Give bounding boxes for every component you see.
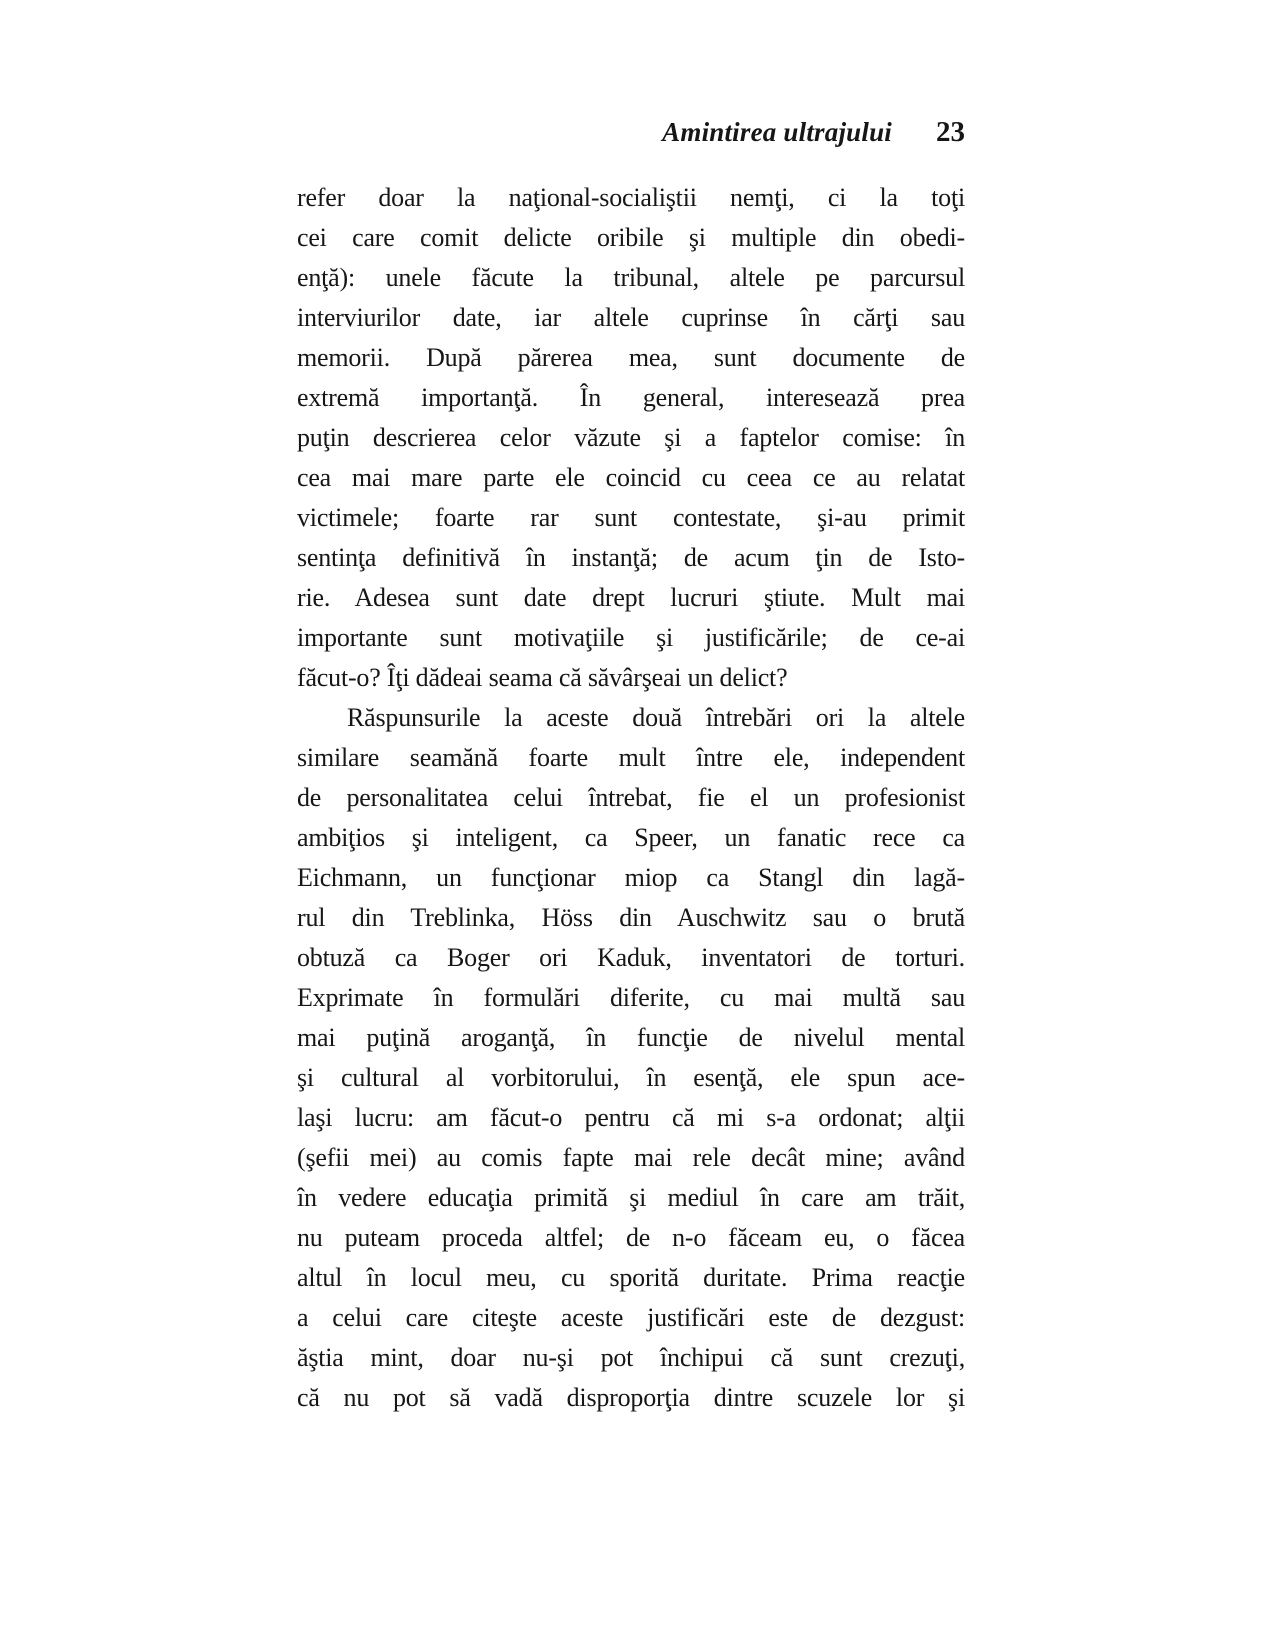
paragraph bbox=[297, 178, 965, 698]
text-line: similare seamănă foarte mult între ele, independent bbox=[297, 743, 965, 772]
text-line: refer doar la naţional-socialiştii nemţi, ci la toţi bbox=[297, 183, 965, 212]
text-line: şi cultural al vorbitorului, în esenţă, ele spun ace- bbox=[297, 1063, 965, 1092]
text-line: interviurilor date, iar altele cuprinse în cărţi sau bbox=[297, 303, 965, 332]
text-line: nu puteam proceda altfel; de n-o făceam eu, o făcea bbox=[297, 1223, 965, 1252]
text-line: în vedere educaţia primită şi mediul în care am trăit, bbox=[297, 1183, 965, 1212]
text-line: rul din Treblinka, Höss din Auschwitz sau o brută bbox=[297, 903, 965, 932]
running-title: Amintirea ultrajului bbox=[662, 117, 892, 147]
paragraph bbox=[297, 698, 965, 1418]
text-line: importante sunt motivaţiile şi justificările; de ce-ai bbox=[297, 623, 965, 652]
text-line: mai puţină aroganţă, în funcţie de nivelul mental bbox=[297, 1023, 965, 1052]
text-line: (şefii mei) au comis fapte mai rele decât mine; având bbox=[297, 1143, 965, 1172]
text-line: cei care comit delicte oribile şi multiple din obedi- bbox=[297, 223, 965, 252]
text-line: Răspunsurile la aceste două întrebări ori la altele bbox=[347, 703, 965, 732]
text-line: laşi lucru: am făcut-o pentru că mi s-a ordonat; alţii bbox=[297, 1103, 965, 1132]
text-line: de personalitatea celui întrebat, fie el un profesionist bbox=[297, 783, 965, 812]
text-line: făcut-o? Îţi dădeai seama că săvârşeai un delict? bbox=[297, 663, 788, 692]
text-line: sentinţa definitivă în instanţă; de acum ţin de Isto- bbox=[297, 543, 965, 572]
text-line: extremă importanţă. În general, interesează prea bbox=[297, 383, 965, 412]
page-number: 23 bbox=[936, 116, 965, 148]
text-line: că nu pot să vadă disproporţia dintre scuzele lor şi bbox=[297, 1383, 965, 1412]
text-line: altul în locul meu, cu sporită duritate. Prima reacţie bbox=[297, 1263, 965, 1292]
text-line: obtuză ca Boger ori Kaduk, inventatori de torturi. bbox=[297, 943, 965, 972]
text-line: rie. Adesea sunt date drept lucruri ştiute. Mult mai bbox=[297, 583, 965, 612]
text-line: Eichmann, un funcţionar miop ca Stangl din lagă- bbox=[297, 863, 965, 892]
text-line: memorii. După părerea mea, sunt documente de bbox=[297, 343, 965, 372]
text-line: a celui care citeşte aceste justificări este de dezgust: bbox=[297, 1303, 965, 1332]
running-header bbox=[297, 116, 965, 149]
text-line: victimele; foarte rar sunt contestate, şi-au primit bbox=[297, 503, 965, 532]
text-line: ăştia mint, doar nu-şi pot închipui că sunt crezuţi, bbox=[297, 1343, 965, 1372]
text-line: puţin descrierea celor văzute şi a faptelor comise: în bbox=[297, 423, 965, 452]
page-body bbox=[297, 178, 965, 1418]
text-line: Exprimate în formulări diferite, cu mai multă sau bbox=[297, 983, 965, 1012]
text-line: ambiţios şi inteligent, ca Speer, un fanatic rece ca bbox=[297, 823, 965, 852]
text-line: cea mai mare parte ele coincid cu ceea ce au relatat bbox=[297, 463, 965, 492]
text-line: enţă): unele făcute la tribunal, altele pe parcursul bbox=[297, 263, 965, 292]
